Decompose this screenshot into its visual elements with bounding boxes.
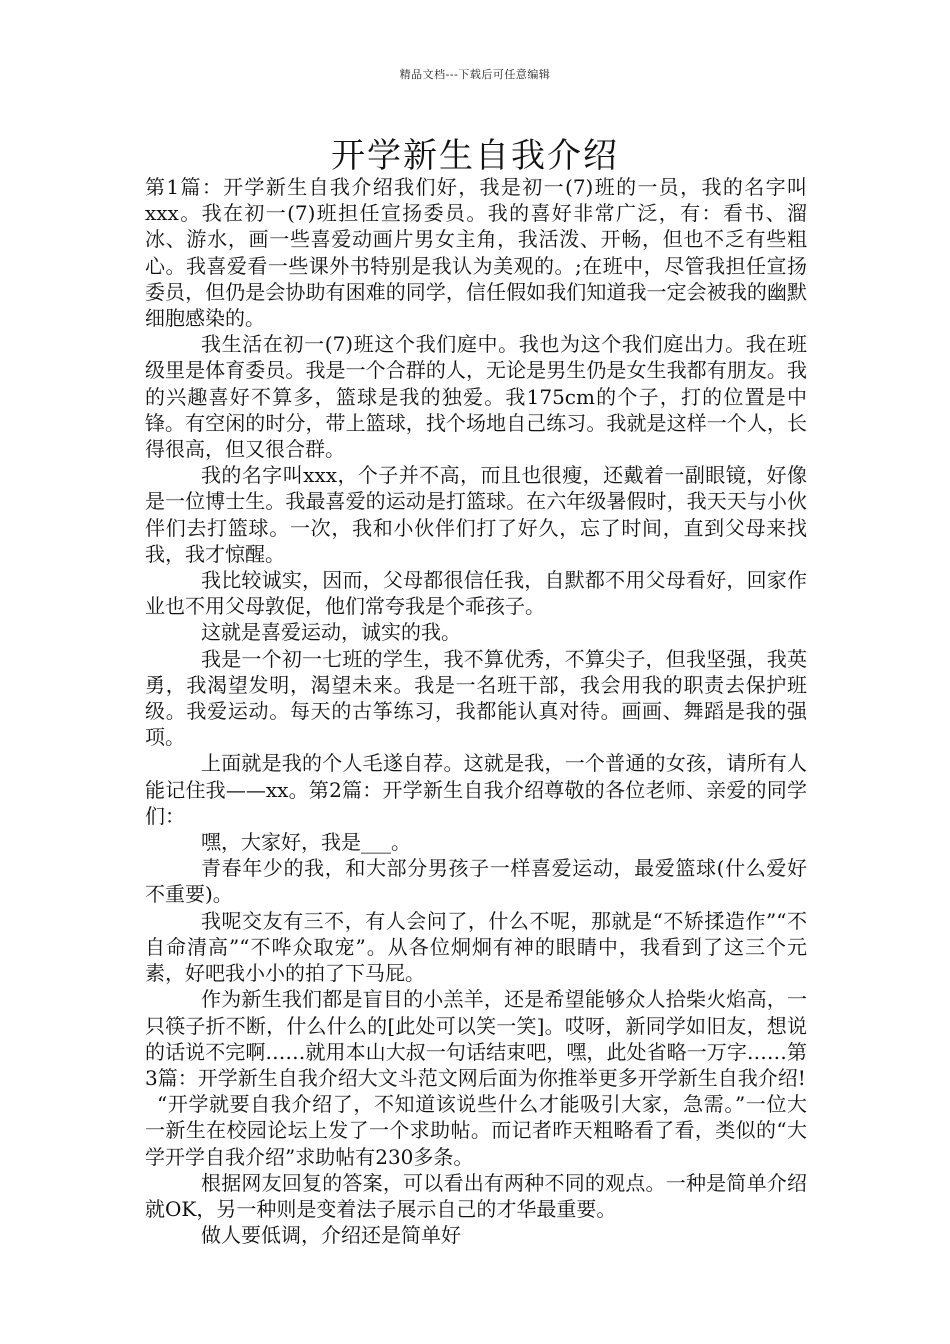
paragraph: 青春年少的我，和大部分男孩子一样喜爱运动，最爱篮球(什么爱好不重要)。 bbox=[145, 856, 807, 907]
paragraph: 我比较诚实，因而，父母都很信任我，自默都不用父母看好，回家作业也不用父母敦促，他们常夸我是个乖孩子。 bbox=[145, 568, 807, 619]
paragraph: 这就是喜爱运动，诚实的我。 bbox=[201, 620, 461, 645]
paragraph: 我生活在初一(7)班这个我们庭中。我也为这个我们庭出力。我在班级里是体育委员。我是一个合群的人，无论是男生仍是女生我都有朋友。我的兴趣喜好不算多，篮球是我的独爱。我175cm的个子，打的位置是中锋。有空闲的时分，带上篮球，找个场地自己练习。我就是这样一个人，长得很高，但又很合群。 bbox=[145, 332, 807, 462]
paragraph: 我呢交友有三不，有人会问了，什么不呢，那就是“不矫揉造作”“不自命清高”“不哗众取宠”。从各位炯炯有神的眼睛中，我看到了这三个元素，好吧我小小的拍了下马屁。 bbox=[145, 908, 807, 986]
paragraph: “开学就要自我介绍了，不知道该说些什么才能吸引大家，急需。”一位大一新生在校园论坛上发了一个求助帖。而记者昨天粗略看了看，类似的“大学开学自我介绍”求助帖有230多条。 bbox=[145, 1092, 807, 1169]
paragraph: 我的名字叫xxx，个子并不高，而且也很瘦，还戴着一副眼镜，好像是一位博士生。我最喜爱的运动是打篮球。在六年级暑假时，我天天与小伙伴们去打篮球。一次，我和小伙伴们打了好久，忘了时间，直到父母来找我，我才惊醒。 bbox=[145, 463, 807, 566]
paragraph: 根据网友回复的答案，可以看出有两种不同的观点。一种是简单介绍就OK，另一种则是变着法子展示自己的才华最重要。 bbox=[145, 1170, 807, 1221]
page-header-note: 精品文档---下载后可任意编辑 bbox=[399, 68, 551, 81]
document-body bbox=[145, 174, 807, 1248]
document-title: 开学新生自我介绍 bbox=[331, 136, 619, 176]
paragraph: 作为新生我们都是盲目的小羔羊，还是希望能够众人拾柴火焰高，一只筷子折不断，什么什么的[此处可以笑一笑]。哎呀，新同学如旧友，想说的话说不完啊……就用本山大叔一句话结束吧，嘿，此处省略一万字……第3篇：开学新生自我介绍大文斗范文网后面为你推举更多开学新生自我介绍! bbox=[145, 987, 807, 1090]
paragraph: 做人要低调，介绍还是简单好 bbox=[201, 1223, 461, 1248]
paragraph: 我是一个初一七班的学生，我不算优秀，不算尖子，但我坚强，我英勇，我渴望发明，渴望未来。我是一名班干部，我会用我的职责去保护班级。我爱运动。每天的古筝练习，我都能认真对待。画画、舞蹈是我的强项。 bbox=[145, 646, 807, 750]
paragraph: 嘿，大家好，我是___。 bbox=[201, 830, 411, 855]
paragraph: 上面就是我的个人毛遂自荐。这就是我，一个普通的女孩，请所有人能记住我——xx。第2篇：开学新生自我介绍尊敬的各位老师、亲爱的同学们： bbox=[145, 751, 807, 828]
paragraph: 第1篇：开学新生自我介绍我们好，我是初一(7)班的一员，我的名字叫xxx。我在初一(7)班担任宣扬委员。我的喜好非常广泛，有：看书、溜冰、游水，画一些喜爱动画片男女主角，我活泼、开畅，但也不乏有些粗心。我喜爱看一些课外书特别是我认为美观的。;在班中，尽管我担任宣扬委员，但仍是会协助有困难的同学，信任假如我们知道我一定会被我的幽默细胞感染的。 bbox=[145, 175, 807, 331]
